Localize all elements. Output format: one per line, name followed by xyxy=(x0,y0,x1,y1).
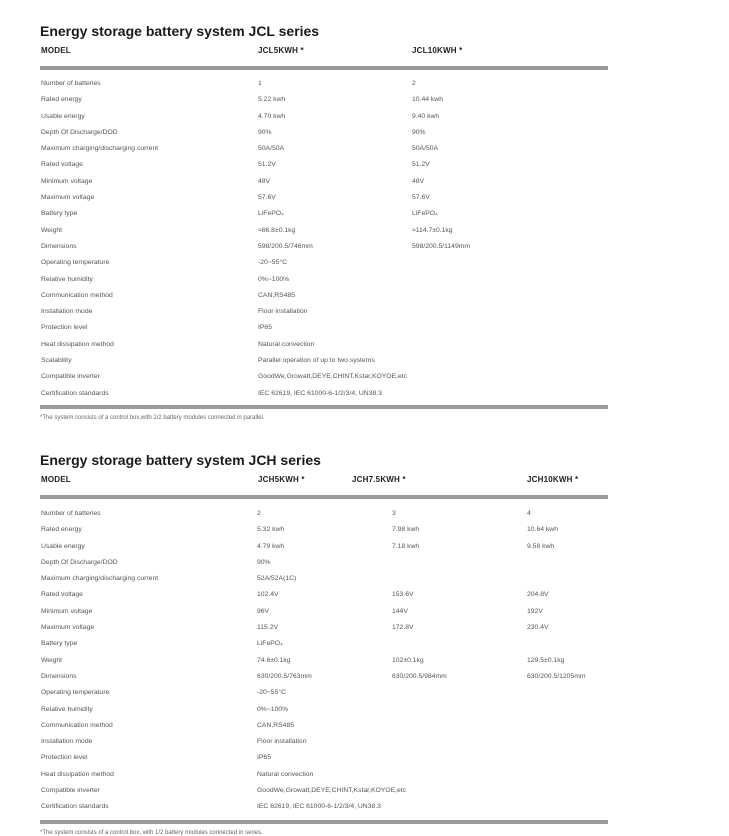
row-value: 115.2V xyxy=(257,624,279,632)
table-row xyxy=(40,92,608,108)
jch-spec-table xyxy=(40,506,608,816)
jch-header-divider xyxy=(40,495,608,499)
jch-footnote: *The system consists of a control box, with 1/2 battery modules connected in series. xyxy=(40,829,263,836)
row-value: 4 xyxy=(527,510,531,517)
table-row xyxy=(40,669,608,685)
jcl-header-row xyxy=(40,46,608,60)
row-value: 172.8V xyxy=(392,624,414,632)
jcl-title: Energy storage battery system JCL series xyxy=(40,23,320,39)
row-label: Maximum charging/discharging current xyxy=(41,575,159,583)
row-value: 630/200.5/763mm xyxy=(257,672,312,680)
row-value: 630/200.5/1205mm xyxy=(527,672,586,680)
table-row xyxy=(40,636,608,652)
row-label: Number of batteries xyxy=(41,80,101,87)
row-value: -20~55°C xyxy=(257,689,286,697)
row-value: 102.4V xyxy=(257,591,279,599)
table-row xyxy=(40,718,608,734)
row-value: ≈114.7±0.1kg xyxy=(412,226,453,234)
row-label: Rated energy xyxy=(41,96,82,104)
row-value: 598/200.5/1149mm xyxy=(412,242,471,250)
row-value: 5.22 kwh xyxy=(258,96,286,104)
table-row xyxy=(40,702,608,718)
row-label: Relative humidity xyxy=(41,275,93,283)
row-label: Operating temperature xyxy=(41,689,110,697)
row-label: Scalability xyxy=(41,357,72,365)
row-value: GoodWe,Growatt,DEYE,CHINT,Kstar,KOYOE,etc xyxy=(257,787,407,795)
table-row xyxy=(40,750,608,766)
row-value: 90% xyxy=(257,558,271,566)
row-value: IEC 62619, IEC 61000-6-1/2/3/4, UN38.3 xyxy=(258,389,382,397)
row-value: Natural convection xyxy=(257,770,314,778)
row-label: Depth Of Discharge/DOD xyxy=(41,558,118,566)
row-label: Compatible inverter xyxy=(41,373,100,381)
row-value: 74.6±0.1kg xyxy=(257,656,291,664)
jch-section xyxy=(40,451,608,836)
row-value: 598/200.5/746mm xyxy=(258,242,313,250)
row-label: Certification standards xyxy=(41,803,109,811)
jcl-spec-table xyxy=(40,76,608,402)
row-value: ≈66.8±0.1kg xyxy=(258,226,296,234)
table-row xyxy=(40,685,608,701)
table-row xyxy=(40,320,608,336)
row-label: Heat dissipation method xyxy=(41,340,114,348)
row-value: 50A/50A xyxy=(258,145,285,153)
row-value: 7.18 kwh xyxy=(392,542,420,550)
row-label: Maximum voltage xyxy=(41,624,95,632)
row-value: GoodWe,Growatt,DEYE,CHINT,Kstar,KOYOE,etc xyxy=(258,373,408,381)
table-row xyxy=(40,304,608,320)
row-label: Rated energy xyxy=(41,526,82,534)
table-row xyxy=(40,783,608,799)
row-value: 4.79 kwh xyxy=(257,542,285,550)
row-value: 57.6V xyxy=(412,194,430,202)
row-value: 630/200.5/984mm xyxy=(392,672,447,680)
table-row xyxy=(40,799,608,815)
row-label: Depth Of Discharge/DOD xyxy=(41,128,118,136)
row-value: 2 xyxy=(412,80,416,87)
row-label: Usable energy xyxy=(41,112,85,120)
row-label: Weight xyxy=(41,656,63,664)
table-row xyxy=(40,239,608,255)
row-value: 96V xyxy=(257,607,270,615)
table-row xyxy=(40,174,608,190)
row-label: Weight xyxy=(41,226,63,234)
row-value: 4.70 kwh xyxy=(258,112,286,120)
row-value: 90% xyxy=(412,128,426,136)
jcl-header-jcl5kwh: JCL5KWH * xyxy=(258,46,304,55)
row-value: 9.40 kwh xyxy=(412,112,440,120)
jch-header-jch10kwh: JCH10KWH * xyxy=(527,475,579,484)
table-row xyxy=(40,587,608,603)
jcl-section xyxy=(40,22,608,421)
row-value: 52A/52A(1C) xyxy=(257,575,297,583)
table-row xyxy=(40,141,608,157)
row-label: Protection level xyxy=(41,754,88,762)
row-value: IP65 xyxy=(257,754,271,762)
row-label: Rated voltage xyxy=(41,161,83,169)
table-row xyxy=(40,109,608,125)
row-value: LiFePO₄ xyxy=(258,210,284,218)
row-value: IEC 62619, IEC 61000-6-1/2/3/4, UN38.3 xyxy=(257,803,381,811)
row-value: 51.2V xyxy=(258,161,276,169)
jch-header-row xyxy=(40,475,608,489)
table-row xyxy=(40,506,608,522)
row-label: Number of batteries xyxy=(41,510,101,517)
row-value: LiFePO₄ xyxy=(257,640,283,648)
row-value: 230.4V xyxy=(527,624,549,632)
row-value: -20~55°C xyxy=(258,259,287,267)
table-row xyxy=(40,571,608,587)
jch-header-model: MODEL xyxy=(41,475,71,484)
row-value: 9.58 kwh xyxy=(527,542,555,550)
row-label: Relative humidity xyxy=(41,705,93,713)
row-value: 1 xyxy=(258,80,262,87)
row-value: Floor installation xyxy=(258,308,308,316)
row-value: Floor installation xyxy=(257,738,307,746)
row-value: 2 xyxy=(257,510,261,517)
row-value: Parallel operation of up to two systems xyxy=(258,357,375,365)
table-row xyxy=(40,288,608,304)
table-row xyxy=(40,255,608,271)
row-value: 204.8V xyxy=(527,591,549,599)
row-label: Compatible inverter xyxy=(41,787,100,795)
row-value: CAN,RS485 xyxy=(258,291,296,299)
row-label: Maximum voltage xyxy=(41,194,95,202)
row-label: Minimum voltage xyxy=(41,607,93,615)
jcl-header-model: MODEL xyxy=(41,46,71,55)
row-label: Maximum charging/discharging current xyxy=(41,145,159,153)
table-row xyxy=(40,353,608,369)
row-value: 129.5±0.1kg xyxy=(527,656,565,664)
row-label: Operating temperature xyxy=(41,259,110,267)
table-row xyxy=(40,125,608,141)
row-label: Certification standards xyxy=(41,389,109,397)
row-label: Battery type xyxy=(41,640,78,648)
row-label: Communication method xyxy=(41,291,113,299)
row-value: 192V xyxy=(527,607,543,615)
table-row xyxy=(40,206,608,222)
row-label: Communication method xyxy=(41,721,113,729)
row-label: Usable energy xyxy=(41,542,85,550)
table-row xyxy=(40,386,608,402)
row-label: Protection level xyxy=(41,324,88,332)
row-value: 0%~100% xyxy=(257,705,289,713)
table-row xyxy=(40,539,608,555)
row-value: 5.32 kwh xyxy=(257,526,285,534)
jcl-footer-divider xyxy=(40,405,608,409)
table-row xyxy=(40,190,608,206)
jch-header-jch7-5kwh: JCH7.5KWH * xyxy=(352,475,406,484)
table-row xyxy=(40,272,608,288)
row-value: 57.6V xyxy=(258,194,276,202)
row-value: Natural convection xyxy=(258,340,315,348)
table-row xyxy=(40,223,608,239)
table-row xyxy=(40,522,608,538)
table-row xyxy=(40,369,608,385)
row-label: Installation mode xyxy=(41,738,93,746)
row-value: 153.6V xyxy=(392,591,414,599)
table-row xyxy=(40,734,608,750)
row-label: Dimensions xyxy=(41,672,77,680)
row-value: 0%~100% xyxy=(258,275,290,283)
row-value: 50A/50A xyxy=(412,145,439,153)
row-value: IP65 xyxy=(258,324,272,332)
row-label: Installation mode xyxy=(41,308,93,316)
jcl-header-jcl10kwh: JCL10KWH * xyxy=(412,46,463,55)
row-value: CAN,RS485 xyxy=(257,721,295,729)
jcl-footnote: *The system consists of a control box,with 1/2 battery modules connected in parallel. xyxy=(40,414,265,421)
row-value: 7.98 kwh xyxy=(392,526,420,534)
row-label: Rated voltage xyxy=(41,591,83,599)
row-value: 10.44 kwh xyxy=(412,96,443,104)
jch-title: Energy storage battery system JCH series xyxy=(40,452,321,468)
row-label: Battery type xyxy=(41,210,78,218)
row-label: Dimensions xyxy=(41,242,77,250)
row-value: LiFePO₄ xyxy=(412,210,438,218)
row-value: 10.64 kwh xyxy=(527,526,558,534)
row-value: 144V xyxy=(392,607,408,615)
table-row xyxy=(40,620,608,636)
row-value: 48V xyxy=(258,177,271,185)
table-row xyxy=(40,555,608,571)
table-row xyxy=(40,157,608,173)
row-value: 90% xyxy=(258,128,272,136)
jch-footer-divider xyxy=(40,820,608,824)
row-value: 51.2V xyxy=(412,161,430,169)
table-row xyxy=(40,653,608,669)
table-row xyxy=(40,76,608,92)
table-row xyxy=(40,767,608,783)
jcl-header-divider xyxy=(40,66,608,70)
table-row xyxy=(40,337,608,353)
table-row xyxy=(40,604,608,620)
row-label: Heat dissipation method xyxy=(41,770,114,778)
row-value: 3 xyxy=(392,510,396,517)
jch-header-jch5kwh: JCH5KWH * xyxy=(258,475,305,484)
row-value: 102±0.1kg xyxy=(392,656,424,664)
row-label: Minimum voltage xyxy=(41,177,93,185)
row-value: 48V xyxy=(412,177,425,185)
